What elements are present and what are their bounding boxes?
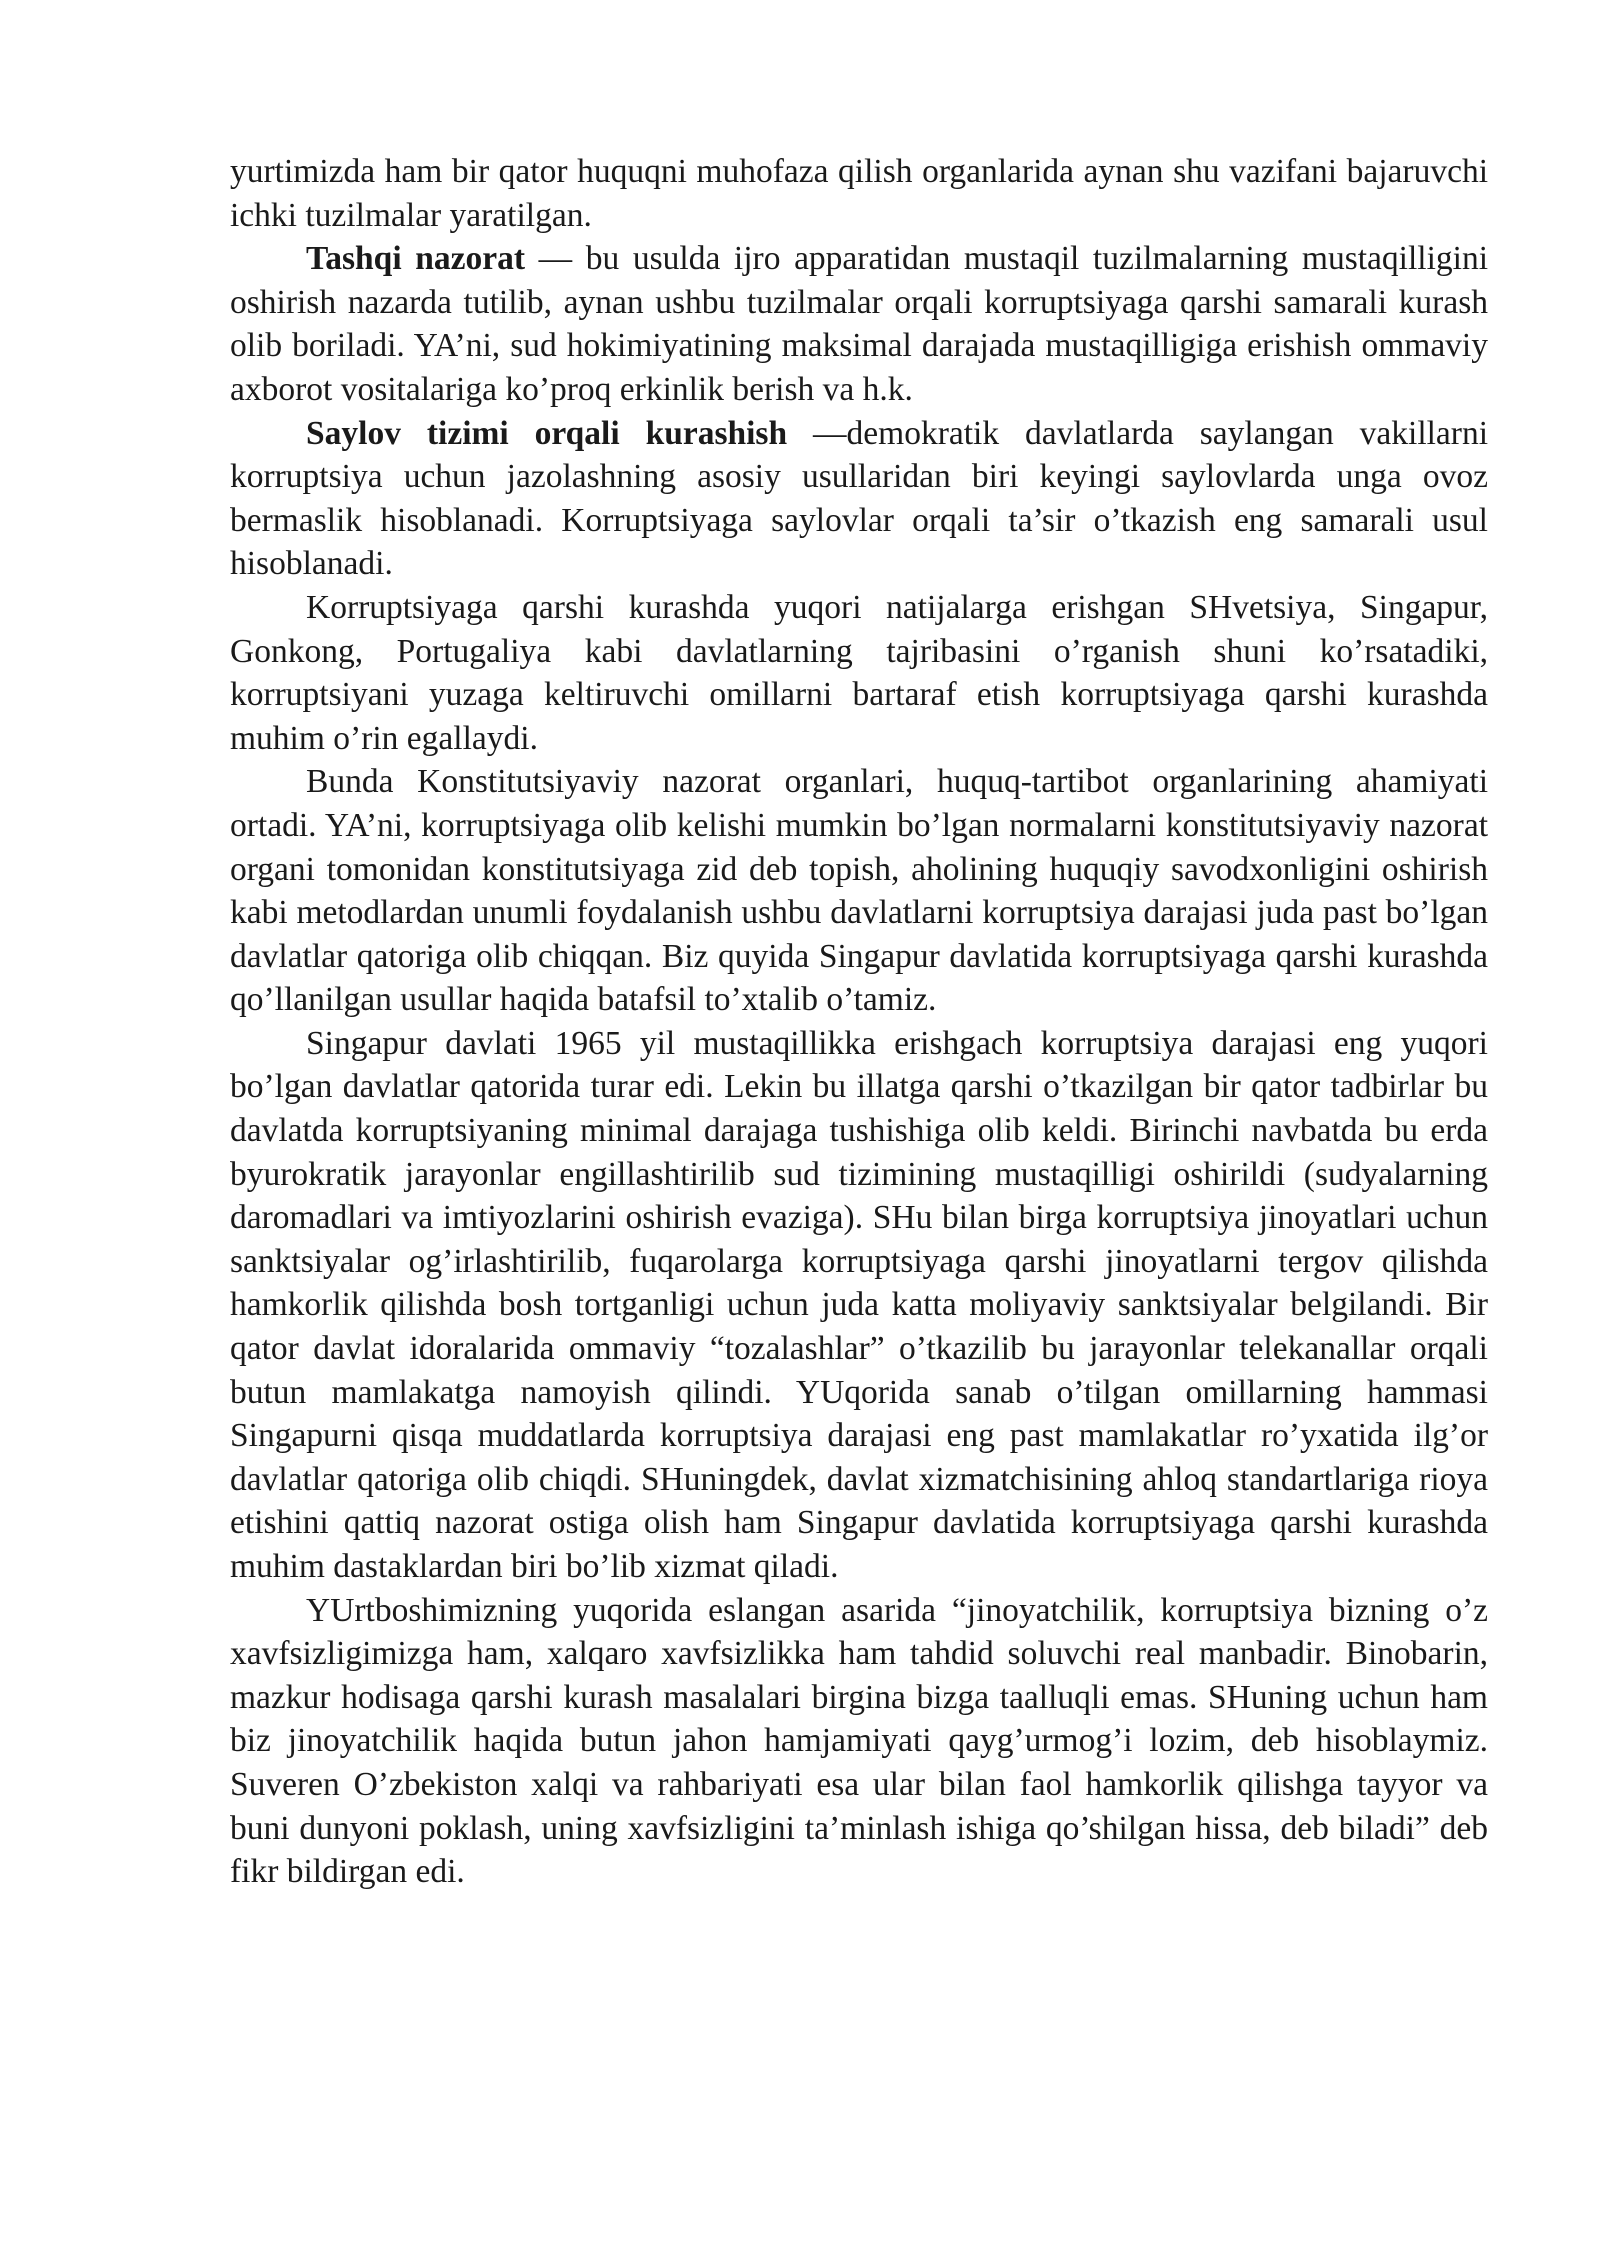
paragraph-constitutional-control — [230, 760, 1488, 1022]
paragraph-term: Tashqi nazorat — [306, 240, 526, 278]
paragraph-text: Korruptsiyaga qarshi kurashda yuqori natijalarga erishgan SHvetsiya, Singapur, Gonkong, Portugaliya kabi davlatlarning tajribasini o’rganish shuni ko’rsatadiki, korruptsiyani yuzaga keltiruvchi omillarni bartaraf etish korruptsiyaga qarshi kurashda muhim o’rin egallaydi. — [230, 588, 1488, 757]
paragraph-text: bu usulda ijro apparatidan mustaqil tuzilmalarning mustaqilligini oshirish nazarda tutilib, aynan ushbu tuzilmalar orqali korruptsiyaga qarshi samarali kurash olib boriladi. YA’ni, sud hokimiyatining maksimal darajada mustaqilligiga erishish ommaviy axborot vositalariga ko’proq erkinlik berish va h.k. — [230, 240, 1489, 408]
paragraph-text: YUrtboshimizning yuqorida eslangan asarida “jinoyatchilik, korruptsiya bizning o’z xavfsizligimizga ham, xalqaro xavfsizlikka ham tahdid soluvchi real manbadir. Binobarin, mazkur hodisaga qarshi kurash masalalari birgina bizga taalluqli emas. SHuning uchun ham biz jinoyatchilik haqida butun jahon hamjamiyati qayg’urmog’i lozim, deb hisoblaymiz. Suveren O’zbekiston xalqi va rahbariyati esa ular bilan faol hamkorlik qilishga tayyor va buni dunyoni poklash, uning xavfsizligini ta’minlash ishiga qo’shilgan hissa, deb biladi” deb fikr bildirgan edi. — [230, 1591, 1488, 1891]
paragraph-electoral-system — [230, 412, 1488, 586]
paragraph-term: Saylov tizimi orqali kurashish — [306, 414, 788, 452]
paragraph-continuation — [230, 150, 1488, 237]
document-page — [230, 150, 1488, 1894]
paragraph-text: yurtimizda ham bir qator huquqni muhofaza qilish organlarida aynan shu vazifani bajaruvchi ichki tuzilmalar yaratilgan. — [230, 153, 1488, 234]
paragraph-text: demokratik davlatlarda saylangan vakillarni korruptsiya uchun jazolashning asosiy usullaridan biri keyingi saylovlarda unga ovoz bermaslik hisoblanadi. Korruptsiyaga saylovlar orqali ta’sir o’tkazish eng samarali usul hisoblanadi. — [230, 414, 1489, 583]
paragraph-text: Bunda Konstitutsiyaviy nazorat organlari, huquq-tartibot organlarining ahamiyati ortadi. YA’ni, korruptsiyaga olib kelishi mumkin bo’lgan normalarni konstitutsiyaviy nazorat organi tomonidan konstitutsiyaga zid deb topish, aholining huquqiy savodxonligini oshirish kabi metodlardan unumli foydalanish ushbu davlatlarni korruptsiya darajasi juda past bo’lgan davlatlar qatoriga olib chiqqan. Biz quyida Singapur davlatida korruptsiyaga qarshi kurashda qo’llanilgan usullar haqida batafsil to’xtalib o’tamiz. — [230, 763, 1488, 1019]
paragraph-singapore — [230, 1022, 1488, 1589]
paragraph-experience — [230, 586, 1488, 760]
paragraph-external-control — [230, 237, 1488, 411]
paragraph-dash: — — [525, 240, 586, 278]
paragraph-text: Singapur davlati 1965 yil mustaqillikka erishgach korruptsiya darajasi eng yuqori bo’lgan davlatlar qatorida turar edi. Lekin bu illatga qarshi o’tkazilgan bir qator tadbirlar bu davlatda korruptsiyaning minimal darajaga tushishiga olib keldi. Birinchi navbatda bu erda byurokratik jarayonlar engillashtirilib sud tizimining mustaqilligi oshirildi (sudyalarning daromadlari va imtiyozlarini oshirish evaziga). SHu bilan birga korruptsiya jinoyatlari uchun sanktsiyalar og’irlashtirilib, fuqarolarga korruptsiyaga qarshi jinoyatlarni tergov qilishda hamkorlik qilishda bosh tortganligi uchun juda katta moliyaviy sanktsiyalar belgilandi. Bir qator davlat idoralarida ommaviy “tozalashlar” o’tkazilib bu jarayonlar telekanallar orqali butun mamlakatga namoyish qilindi. YUqorida sanab o’tilgan omillarning hammasi Singapurni qisqa muddatlarda korruptsiya darajasi eng past mamlakatlar ro’yxatida ilg’or davlatlar qatoriga olib chiqdi. SHuningdek, davlat xizmatchisining ahloq standartlariga rioya etishini qattiq nazorat ostiga olish ham Singapur davlatida korruptsiyaga qarshi kurashda muhim dastaklardan biri bo’lib xizmat qiladi. — [230, 1024, 1488, 1585]
paragraph-dash: — — [787, 414, 847, 452]
paragraph-quote — [230, 1589, 1488, 1894]
